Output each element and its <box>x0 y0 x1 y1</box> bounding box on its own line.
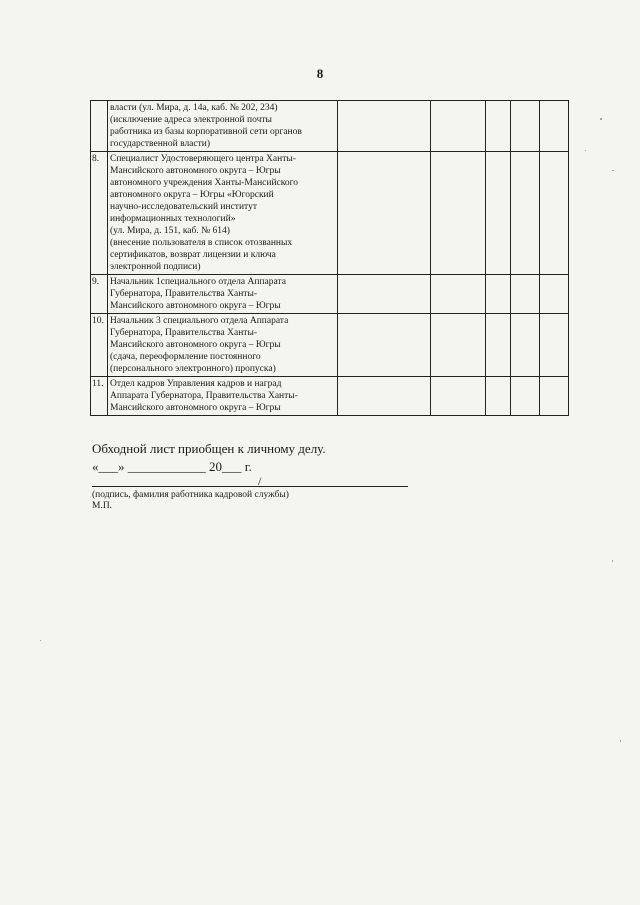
description-line: государственной власти) <box>110 139 211 149</box>
description-line: власти (ул. Мира, д. 14а, каб. № 202, 234) <box>110 103 278 113</box>
empty-cell <box>511 275 540 314</box>
signature-slash: / <box>258 474 262 488</box>
empty-cell <box>540 377 569 416</box>
empty-cell <box>486 314 511 377</box>
empty-cell <box>338 314 431 377</box>
description-line: работника из базы корпоративной сети органов <box>110 127 302 137</box>
scan-speck <box>620 740 621 742</box>
empty-cell <box>540 314 569 377</box>
description-line: (сдача, переоформление постоянного <box>110 352 261 362</box>
row-description <box>108 275 338 314</box>
empty-cell <box>511 152 540 275</box>
row-description <box>108 101 338 152</box>
description-line: Аппарата Губернатора, Правительства Ханты- <box>110 391 298 401</box>
description-line: Мансийского автономного округа – Югры <box>110 403 281 413</box>
empty-cell <box>486 377 511 416</box>
description-line: (персонального электронного) пропуска) <box>110 364 276 374</box>
description-line: научно-исследовательский институт <box>110 202 257 212</box>
description-line: (исключение адреса электронной почты <box>110 115 272 125</box>
description-line: Мансийского автономного округа – Югры <box>110 301 281 311</box>
table-row <box>91 377 569 416</box>
description-line: (внесение пользователя в список отозванных <box>110 238 293 248</box>
description-line: Начальник 3 специального отдела Аппарата <box>110 316 289 326</box>
empty-cell <box>511 377 540 416</box>
table-row <box>91 152 569 275</box>
page-number: 8 <box>316 66 324 81</box>
empty-cell <box>338 152 431 275</box>
empty-cell <box>338 377 431 416</box>
description-line: Специалист Удостоверяющего центра Ханты- <box>110 154 296 164</box>
empty-cell <box>431 377 486 416</box>
empty-cell <box>540 275 569 314</box>
empty-cell <box>431 152 486 275</box>
row-description <box>108 314 338 377</box>
empty-cell <box>540 152 569 275</box>
row-description <box>108 152 338 275</box>
empty-cell <box>431 275 486 314</box>
description-line: Губернатора, Правительства Ханты- <box>110 289 257 299</box>
empty-cell <box>486 152 511 275</box>
empty-cell <box>511 314 540 377</box>
row-number <box>91 101 108 152</box>
table-row <box>91 314 569 377</box>
description-line: сертификатов, возврат лицензии и ключа <box>110 250 276 260</box>
empty-cell <box>511 101 540 152</box>
description-line: автономного округа – Югры «Югорский <box>110 190 274 200</box>
empty-cell <box>338 275 431 314</box>
table-row <box>91 275 569 314</box>
scan-speck <box>600 118 602 120</box>
empty-cell <box>431 314 486 377</box>
row-number: 11. <box>91 377 108 416</box>
empty-cell <box>486 275 511 314</box>
empty-cell <box>540 101 569 152</box>
signature-line <box>92 486 408 487</box>
row-number: 9. <box>91 275 108 314</box>
stamp-mark: М.П. <box>92 501 113 511</box>
empty-cell <box>338 101 431 152</box>
description-line: Мансийского автономного округа – Югры <box>110 166 281 176</box>
empty-cell <box>486 101 511 152</box>
description-line: автономного учреждения Ханты-Мансийского <box>110 178 299 188</box>
scan-speck <box>40 640 41 641</box>
description-line: Губернатора, Правительства Ханты- <box>110 328 257 338</box>
description-line: (ул. Мира, д. 151, каб. № 614) <box>110 226 230 236</box>
empty-cell <box>431 101 486 152</box>
description-line: информационных технологий» <box>110 214 236 224</box>
clearance-table <box>90 100 569 416</box>
row-number: 10. <box>91 314 108 377</box>
scan-speck <box>585 150 586 151</box>
date-line: «___» ____________ 20___ г. <box>92 459 252 474</box>
description-line: Мансийского автономного округа – Югры <box>110 340 281 350</box>
row-number: 8. <box>91 152 108 275</box>
description-line: Отдел кадров Управления кадров и наград <box>110 379 282 389</box>
description-line: Начальник 1специального отдела Аппарата <box>110 277 286 287</box>
scan-speck <box>612 170 614 171</box>
closing-line: Обходной лист приобщен к личному делу. <box>92 441 326 456</box>
row-description <box>108 377 338 416</box>
description-line: электронной подписи) <box>110 262 201 272</box>
closing-statement <box>92 440 492 457</box>
table-row <box>91 101 569 152</box>
scan-speck <box>612 560 613 562</box>
signature-caption: (подпись, фамилия работника кадровой службы) <box>92 490 289 500</box>
